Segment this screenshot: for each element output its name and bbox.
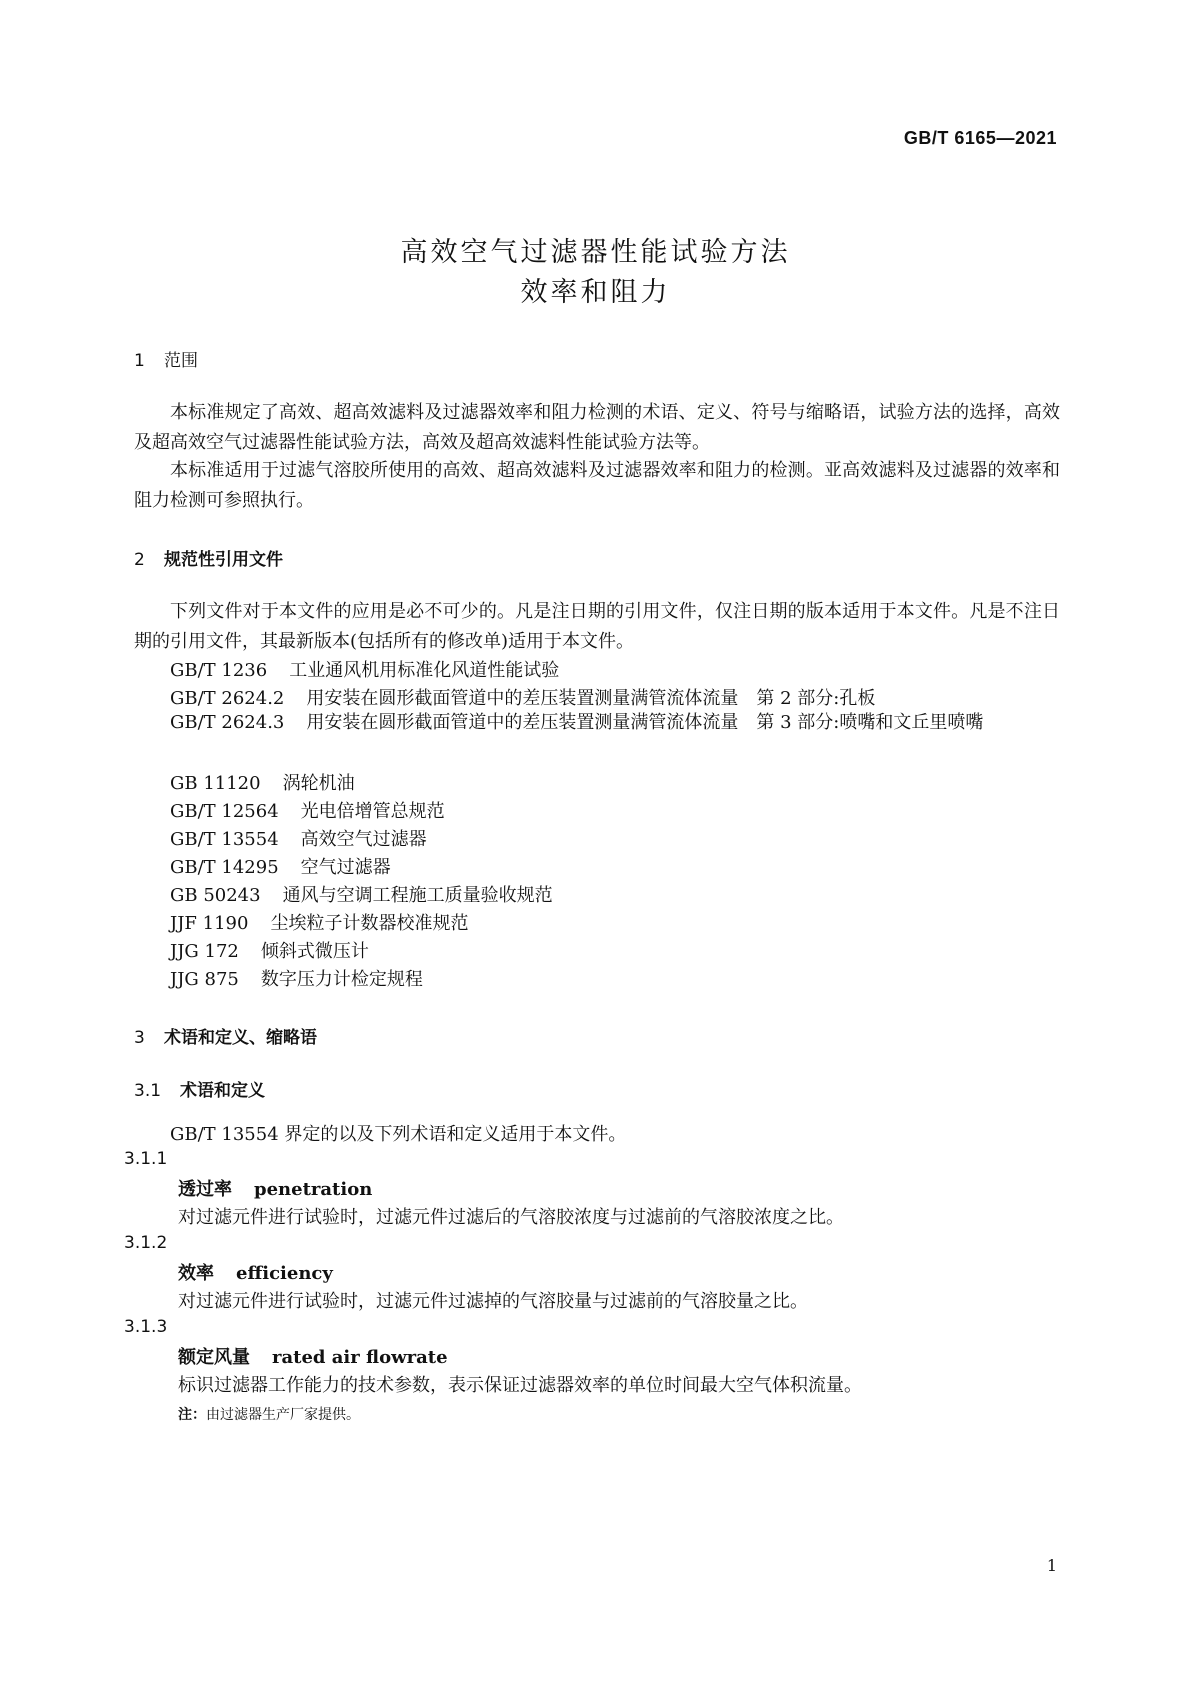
term-zh: 透过率	[178, 1179, 232, 1200]
term-name	[178, 1343, 448, 1369]
section-heading-terms	[134, 1023, 317, 1048]
reference-title: 数字压力计检定规程	[260, 969, 423, 990]
term-en: rated air flowrate	[272, 1347, 448, 1368]
reference-code: JJG 875	[170, 969, 239, 990]
reference-item	[170, 909, 468, 935]
document-title: 高效空气过滤器性能试验方法	[400, 237, 791, 268]
reference-item	[170, 965, 423, 991]
reference-code: JJF 1190	[170, 913, 249, 934]
reference-item	[170, 656, 559, 682]
note-label: 注：	[178, 1407, 206, 1423]
reference-item	[170, 825, 427, 851]
paragraph: 下列文件对于本文件的应用是必不可少的。凡是注日期的引用文件，仅注日期的版本适用于本文件。凡是不注日期的引用文件，其最新版本(包括所有的修改单)适用于本文件。	[134, 601, 1060, 652]
reference-item	[170, 853, 391, 879]
term-number: 3.1.3	[124, 1317, 168, 1337]
term-en: penetration	[254, 1179, 373, 1200]
subsection-heading	[134, 1076, 265, 1101]
standard-code: GB/T 6165—2021	[903, 128, 1057, 148]
page-number: 1	[1046, 1556, 1057, 1575]
reference-title: 用安装在圆形截面管道中的差压装置测量满管流体流量 第 3 部分:喷嘴和文丘里喷嘴	[306, 712, 984, 733]
note-text: 由过滤器生产厂家提供。	[206, 1407, 360, 1423]
reference-title: 光电倍增管总规范	[300, 801, 445, 822]
reference-item	[170, 797, 445, 823]
section-title: 规范性引用文件	[164, 550, 283, 570]
section-number: 2	[134, 550, 145, 570]
reference-code: GB/T 2624.2	[170, 688, 285, 709]
reference-title: 空气过滤器	[300, 857, 391, 878]
section-title: 术语和定义、缩略语	[164, 1028, 317, 1048]
term-name	[178, 1259, 333, 1285]
section-title: 范围	[164, 351, 198, 371]
reference-title: 高效空气过滤器	[300, 829, 427, 850]
reference-code: GB 11120	[170, 773, 261, 794]
reference-code: GB 50243	[170, 885, 261, 906]
term-name	[178, 1175, 372, 1201]
reference-title: 倾斜式微压计	[260, 941, 369, 962]
section-number: 1	[134, 351, 145, 371]
term-definition: 对过滤元件进行试验时，过滤元件过滤后的气溶胶浓度与过滤前的气溶胶浓度之比。	[178, 1207, 844, 1228]
section-heading-scope	[134, 346, 198, 371]
reference-code: JJG 172	[170, 941, 239, 962]
term-en: efficiency	[236, 1263, 333, 1284]
term-number: 3.1.2	[124, 1233, 168, 1253]
reference-code: GB/T 12564	[170, 801, 279, 822]
reference-title: 用安装在圆形截面管道中的差压装置测量满管流体流量 第 2 部分:孔板	[306, 688, 876, 709]
reference-code: GB/T 13554	[170, 829, 279, 850]
subsection-number: 3.1	[134, 1081, 162, 1101]
section-number: 3	[134, 1028, 145, 1048]
paragraph: 本标准规定了高效、超高效滤料及过滤器效率和阻力检测的术语、定义、符号与缩略语，试验方法的选择，高效及超高效空气过滤器性能试验方法，高效及超高效滤料性能试验方法等。	[134, 402, 1060, 453]
reference-title: 通风与空调工程施工质量验收规范	[282, 885, 553, 906]
reference-code: GB/T 14295	[170, 857, 279, 878]
reference-item	[170, 684, 875, 710]
paragraph: 本标准适用于过滤气溶胶所使用的高效、超高效滤料及过滤器效率和阻力的检测。亚高效滤料及过滤器的效率和阻力检测可参照执行。	[134, 460, 1060, 511]
reference-title: 工业通风机用标准化风道性能试验	[289, 660, 560, 681]
reference-item	[134, 708, 1060, 738]
reference-code: GB/T 2624.3	[170, 712, 285, 733]
subsection-title: 术语和定义	[180, 1081, 265, 1101]
term-zh: 效率	[178, 1263, 214, 1284]
reference-item	[170, 769, 355, 795]
reference-item	[170, 881, 553, 907]
section-heading-references	[134, 545, 283, 570]
paragraph: GB/T 13554 界定的以及下列术语和定义适用于本文件。	[170, 1124, 627, 1145]
reference-title: 涡轮机油	[282, 773, 355, 794]
document-subtitle: 效率和阻力	[520, 277, 671, 308]
term-definition: 标识过滤器工作能力的技术参数，表示保证过滤器效率的单位时间最大空气体积流量。	[178, 1375, 862, 1396]
reference-code: GB/T 1236	[170, 660, 268, 681]
note	[178, 1404, 360, 1424]
term-definition: 对过滤元件进行试验时，过滤元件过滤掉的气溶胶量与过滤前的气溶胶量之比。	[178, 1291, 808, 1312]
term-zh: 额定风量	[178, 1347, 250, 1368]
reference-item	[170, 937, 369, 963]
term-number: 3.1.1	[124, 1149, 168, 1169]
reference-title: 尘埃粒子计数器校准规范	[270, 913, 469, 934]
